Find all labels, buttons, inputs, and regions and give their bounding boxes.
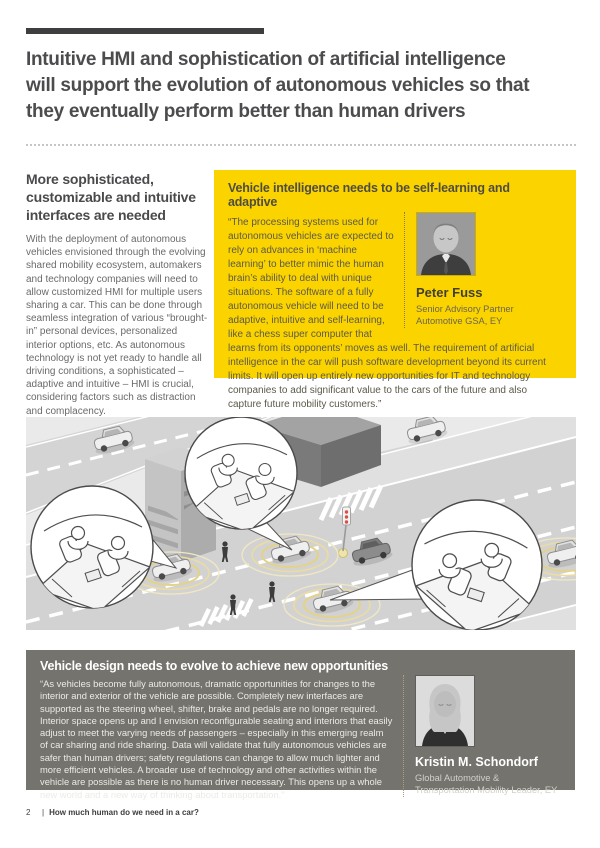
kristin-schondorf-photo bbox=[415, 675, 475, 747]
person-block bbox=[404, 212, 562, 328]
callout-title: Vehicle intelligence needs to be self-learning and adaptive bbox=[228, 181, 510, 209]
page-title-line: Intuitive HMI and sophistication of artificial intelligence bbox=[26, 49, 506, 70]
footer-separator: | bbox=[42, 808, 45, 817]
city-scene-illustration bbox=[26, 417, 576, 630]
interior-callout-circle bbox=[412, 500, 542, 630]
intro-heading: More sophisticated, customizable and intuitive interfaces are needed bbox=[26, 171, 196, 223]
isometric-street-svg bbox=[26, 417, 576, 630]
expert-callout-gray bbox=[26, 650, 575, 800]
page-title-line: will support the evolution of autonomous vehicles so that bbox=[26, 75, 530, 96]
intro-body: With the deployment of autonomous vehicles envisioned through the evolving shared mobility ecosystem, automakers and technology companies will need to allow customized HMI for multiple users sharing a car. This can be done through seamless integration of various “brought-in” personal devices, personalized interior options, etc. As autonomous technology is not yet ready to handle all driving conditions, a sophisticated – adaptive and intuitive – HMI is crucial, considering factors such as distraction and complacency. bbox=[26, 234, 208, 417]
peter-fuss-photo bbox=[416, 212, 476, 276]
person-block bbox=[403, 675, 561, 797]
person-role: Senior Advisory Partner Automotive GSA, EY bbox=[416, 304, 514, 327]
page-title bbox=[26, 47, 582, 125]
top-accent-bar bbox=[26, 28, 264, 34]
page-number: 2 bbox=[26, 808, 31, 817]
intro-column bbox=[26, 170, 208, 418]
expert-callout-yellow bbox=[214, 170, 576, 410]
person-name: Peter Fuss bbox=[416, 285, 483, 300]
callout-quote: “The processing systems used for autonomous vehicles are expected to rely on advances in ‘machine learning’ to better mimic the human brain’s ability to deal with unique situations. The software of a fully autonomous vehicle will need to be adaptive, intuitive and self-learning, like a chess super computer that learns from its opponents’ moves as well. The requirement of artificial intelligence in the car will push software development beyond its current limits. It will open up entirely new opportunities for IT and technology companies to add significant value to the cars of the future and also capture future mobility customers.” bbox=[228, 217, 546, 410]
footer-doc-title: How much human do we need in a car? bbox=[49, 808, 199, 817]
person-name: Kristin M. Schondorf bbox=[415, 755, 538, 769]
person-role: Global Automotive & Transportation Mobility Leader, EY bbox=[415, 773, 558, 796]
page-title-line: they eventually perform better than human drivers bbox=[26, 101, 466, 122]
callout-title: Vehicle design needs to evolve to achieve new opportunities bbox=[40, 659, 389, 673]
callout-quote: “As vehicles become fully autonomous, dramatic opportunities for changes to the interior and exterior of the vehicle are possible. Completely new interfaces are supported as the steering wheel, shifter, brake and pedals are no longer required. Interior space opens up and I envision reconfigurable seating and interiors that easily adjust to meet the varying needs of passengers – especially in this emerging realm of car sharing and ride sharing. Data will validate that fully autonomous vehicles are safer than human drivers; safety regulations can change to allow much lighter and more efficient vehicles. A broader use of technology and other activities within the vehicle are possible as there is no human driver necessary. This opens up a whole new world and a new way of thinking about transportation.” bbox=[40, 678, 393, 800]
page-footer bbox=[26, 808, 199, 817]
dotted-divider bbox=[26, 144, 576, 146]
